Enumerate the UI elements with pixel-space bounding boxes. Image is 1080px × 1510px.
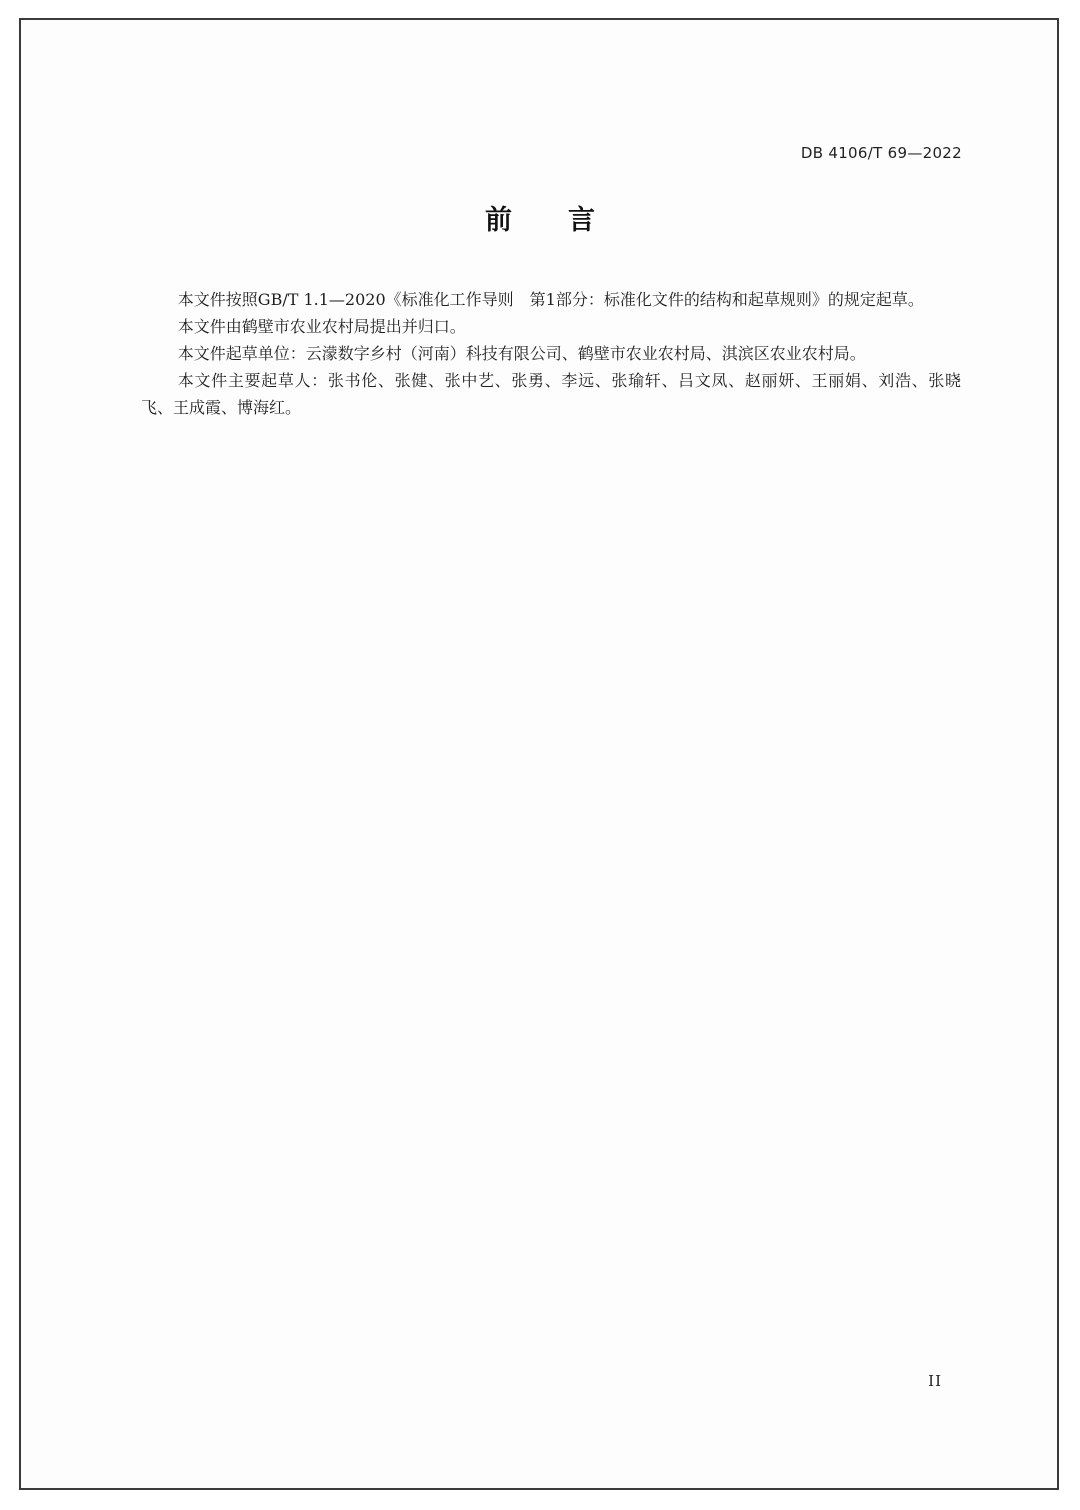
foreword-body	[141, 286, 961, 421]
paragraph-proposer: 本文件由鹤壁市农业农村局提出并归口。	[177, 317, 466, 336]
paragraph-drafting-units: 本文件起草单位：云濛数字乡村（河南）科技有限公司、鹤壁市农业农村局、淇滨区农业农村局。	[177, 344, 866, 363]
paragraph-drafters: 本文件主要起草人：张书伦、张健、张中艺、张勇、李远、张瑜轩、吕文凤、赵丽妍、王丽娟、刘浩、张晓飞、王成霞、博海红。	[141, 371, 961, 417]
page-frame	[19, 18, 1059, 1490]
page-title: 前言	[485, 205, 651, 236]
paragraph-drafting-basis: 本文件按照GB/T 1.1—2020《标准化工作导则 第1部分：标准化文件的结构和起草规则》的规定起草。	[177, 290, 924, 309]
page-number: II	[928, 1372, 942, 1390]
document-code: DB 4106/T 69—2022	[800, 144, 962, 162]
